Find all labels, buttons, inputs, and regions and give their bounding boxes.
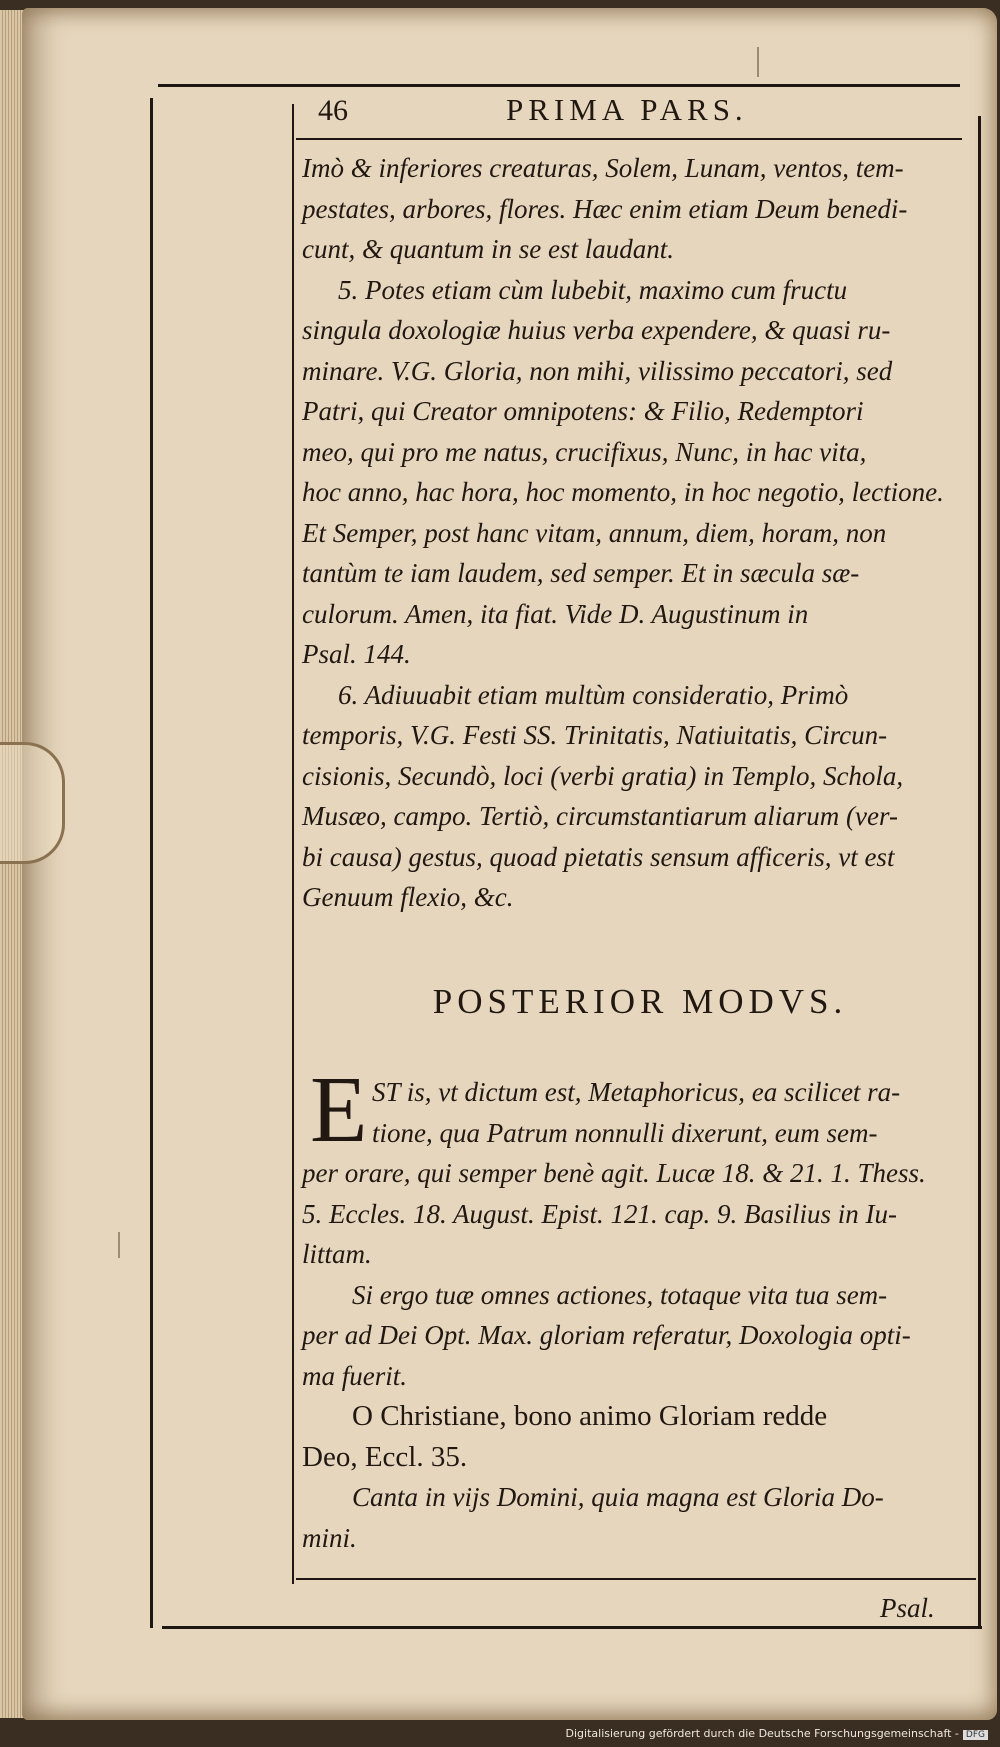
text-line: tantùm te iam laudem, sed semper. Et in sæcula sæ- — [302, 558, 860, 588]
text-line: meo, qui pro me natus, crucifixus, Nunc, in hac vita, — [302, 436, 867, 467]
bleed-mark — [118, 1232, 120, 1258]
text-line: Musæo, campo. Tertiò, circumstantiarum aliarum (ver- — [302, 801, 898, 831]
page-edge-stack — [0, 10, 24, 1718]
text-line: Psal. 144. — [302, 639, 411, 669]
text-line: singula doxologiæ huius verba expendere, & quasi ru- — [302, 315, 891, 345]
text-line: mini. — [302, 1522, 357, 1553]
bleed-mark — [757, 47, 759, 77]
text-line: per ad Dei Opt. Max. gloriam referatur, Doxologia opti- — [302, 1320, 911, 1350]
text-line: tione, qua Patrum nonnulli dixerunt, eum sem- — [372, 1117, 878, 1148]
text-line: bi causa) gestus, quoad pietatis sensum afficeris, vt est — [302, 841, 895, 872]
header-rule — [296, 138, 962, 140]
text-line: Canta in vijs Domini, quia magna est Gloria Do- — [352, 1482, 884, 1512]
drop-cap: E — [310, 1058, 368, 1162]
bottom-rule — [162, 1626, 982, 1629]
right-rule — [978, 116, 981, 1628]
text-line: Genuum flexio, &c. — [302, 882, 514, 912]
credit-text: Digitalisierung gefördert durch die Deutsche Forschungsgemeinschaft - — [565, 1727, 959, 1740]
text-line: culorum. Amen, ita fiat. Vide D. Augustinum in — [302, 598, 809, 629]
top-rule — [158, 84, 960, 87]
text-line: ma fuerit. — [302, 1360, 407, 1391]
text-line: per orare, qui semper benè agit. Lucæ 18. & 21. 1. Thess. — [302, 1158, 926, 1188]
text-line: Et Semper, post hanc vitam, annum, diem, horam, non — [302, 517, 887, 548]
text-line: cunt, & quantum in se est laudant. — [302, 234, 674, 264]
text-line: O Christiane, bono animo Gloriam redde — [352, 1400, 828, 1432]
left-inner-rule — [292, 104, 294, 1584]
text-line: Si ergo tuæ omnes actiones, totaque vita tua sem- — [352, 1279, 888, 1310]
text-line: pestates, arbores, flores. Hæc enim etiam Deum benedi- — [302, 193, 908, 224]
section-heading: POSTERIOR MODVS. — [432, 982, 848, 1021]
running-head — [318, 92, 968, 132]
text-line: Patri, qui Creator omnipotens: & Filio, Redemptori — [302, 396, 864, 426]
text-line: ST is, vt dictum est, Metaphoricus, ea scilicet ra- — [372, 1077, 901, 1107]
text-line: hoc anno, hac hora, hoc momento, in hoc negotio, lectione. — [302, 477, 944, 507]
page-number: 46 — [318, 94, 348, 127]
text-line: cisionis, Secundò, loci (verbi gratia) in Templo, Schola, — [302, 760, 904, 791]
text-line: 5. Eccles. 18. August. Epist. 121. cap. 9. Basilius in Iu- — [302, 1198, 897, 1229]
text-line: temporis, V.G. Festi SS. Trinitatis, Natiuitatis, Circun- — [302, 720, 888, 750]
book-clasp — [0, 742, 65, 864]
bottom-inner-rule — [296, 1578, 976, 1580]
text-line: Imò & inferiores creaturas, Solem, Lunam, ventos, tem- — [302, 153, 904, 183]
text-line: 5. Potes etiam cùm lubebit, maximo cum fructu — [338, 274, 848, 305]
text-line: littam. — [302, 1239, 372, 1269]
text-line: Deo, Eccl. 35. — [302, 1440, 468, 1473]
text-line: 6. Adiuuabit etiam multùm consideratio, Primò — [338, 679, 849, 710]
left-outer-rule — [150, 98, 153, 1628]
catchword: Psal. — [880, 1593, 935, 1623]
text-line: minare. V.G. Gloria, non mihi, vilissimo peccatori, sed — [302, 355, 893, 386]
text-block-2 — [302, 1058, 978, 1558]
text-block-1 — [302, 148, 978, 918]
digitization-credit — [562, 1726, 992, 1741]
running-title: PRIMA PARS. — [506, 92, 748, 127]
dfg-logo: DFG — [963, 1730, 988, 1740]
